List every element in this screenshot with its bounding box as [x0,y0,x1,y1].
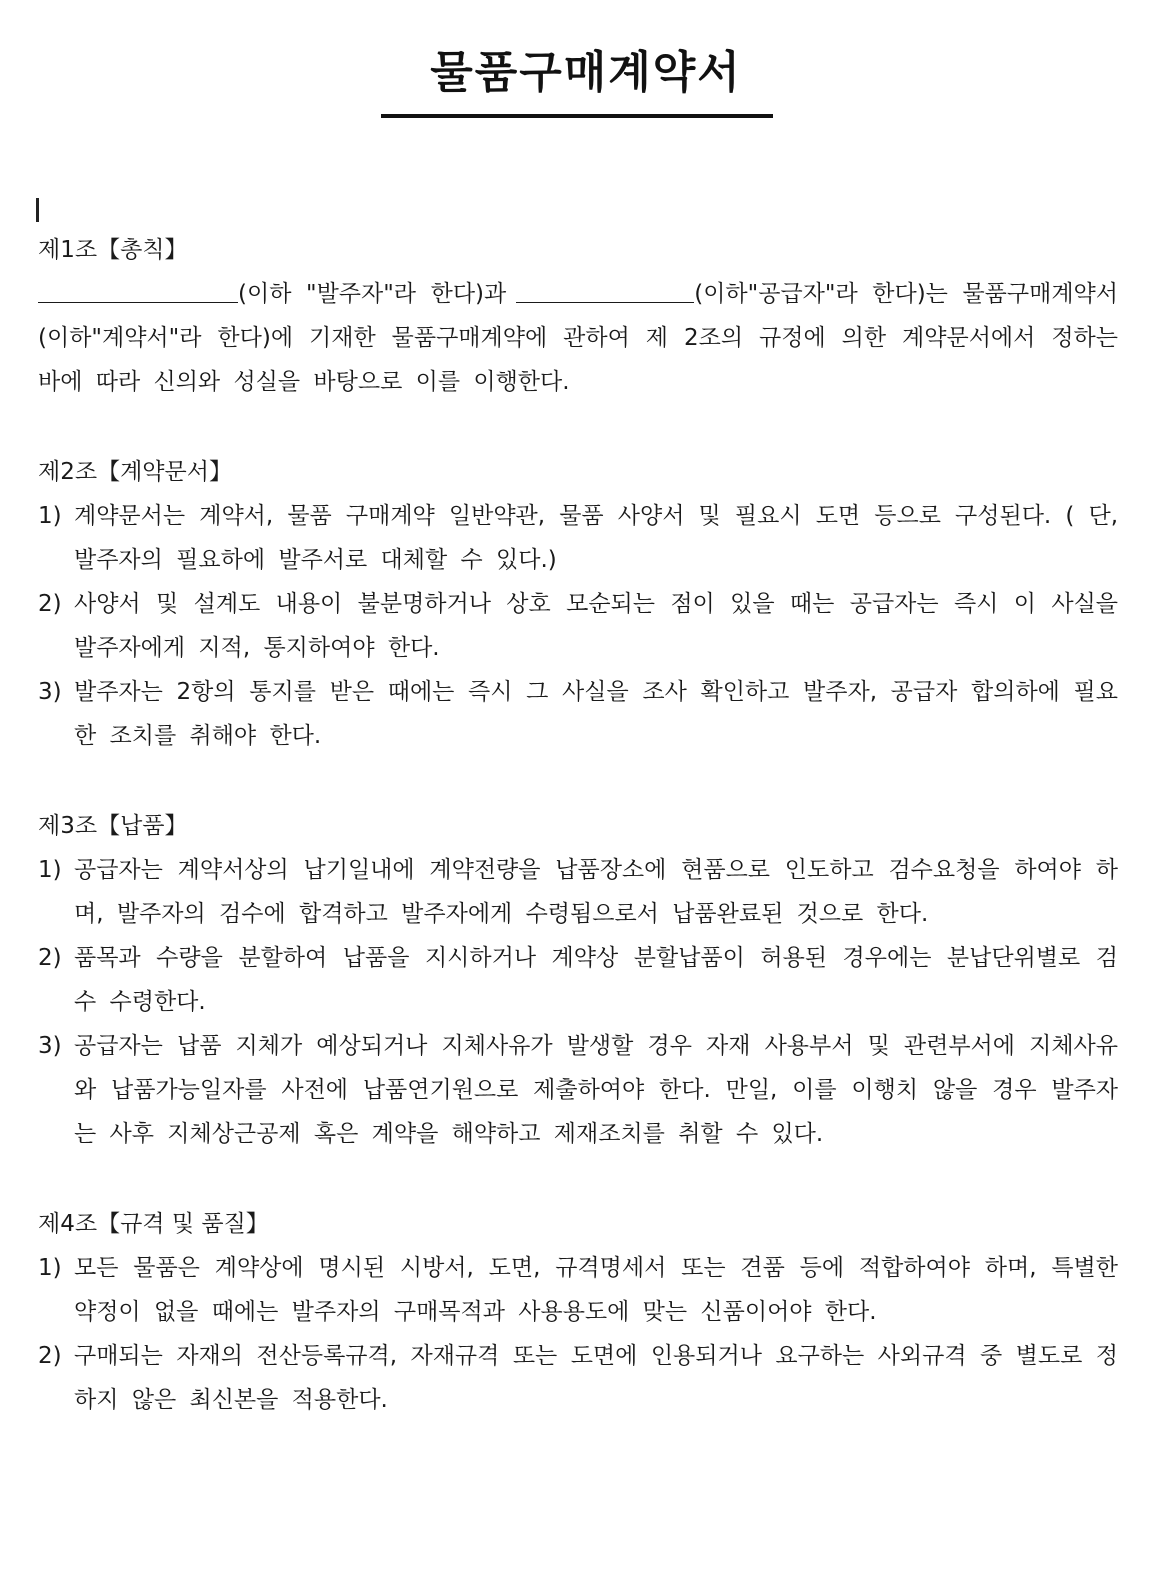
article-heading: 제3조【납품】 [38,813,188,839]
article-heading: 제2조【계약문서】 [38,459,232,485]
item-text: 품목과 수량을 분할하여 납품을 지시하거나 계약상 분할납품이 허용된 경우에는 분납단위별로 검수 수령한다. [74,945,1118,1015]
supplier-name-blank[interactable] [516,276,694,303]
item-number: 1) [38,1255,62,1281]
article-heading: 제4조【규격 및 품질】 [38,1211,269,1237]
item-number: 3) [38,679,62,705]
item-text: 계약문서는 계약서, 물품 구매계약 일반약관, 물품 사양서 및 필요시 도면 등으로 구성된다. ( 단, 발주자의 필요하에 발주서로 대체할 수 있다.) [74,503,1118,573]
list-item [38,1246,1118,1334]
item-text: 공급자는 계약서상의 납기일내에 계약전량을 납품장소에 현품으로 인도하고 검수요청을 하여야 하며, 발주자의 검수에 합격하고 발주자에게 수령됨으로서 납품완료된 것으로 한다. [74,857,1118,927]
document-title: 물품구매계약서 [430,47,742,98]
list-item [38,670,1118,758]
list-item [38,494,1118,582]
item-number: 3) [38,1033,62,1059]
list-item [38,1334,1118,1422]
title-underline [381,114,773,118]
article-3 [38,804,1118,1156]
item-number: 2) [38,1343,62,1369]
item-text: 사양서 및 설계도 내용이 불분명하거나 상호 모순되는 점이 있을 때는 공급자는 즉시 이 사실을 발주자에게 지적, 통지하여야 한다. [74,591,1118,661]
article-2 [38,450,1118,758]
list-item [38,848,1118,936]
list-item [38,1024,1118,1156]
document-body [38,228,1118,1422]
item-text: 모든 물품은 계약상에 명시된 시방서, 도면, 규격명세서 또는 견품 등에 적합하여야 하며, 특별한 약정이 없을 때에는 발주자의 구매목적과 사용용도에 맞는 신품이어야 한다. [74,1255,1118,1325]
item-text: 발주자는 2항의 통지를 받은 때에는 즉시 그 사실을 조사 확인하고 발주자, 공급자 합의하에 필요한 조치를 취해야 한다. [74,679,1118,749]
text-cursor [36,198,39,222]
client-name-blank[interactable] [38,276,238,303]
paragraph-segment: (이하 "발주자"라 한다)과 [238,281,507,307]
item-text: 공급자는 납품 지체가 예상되거나 지체사유가 발생할 경우 자재 사용부서 및 관련부서에 지체사유와 납품가능일자를 사전에 납품연기원으로 제출하여야 한다. 만일, 이를 이행치 않을 경우 발주자는 사후 지체상근공제 혹은 계약을 해약하고 제재조치를 취할 수 있다. [74,1033,1118,1147]
article-heading: 제1조【총칙】 [38,237,188,263]
article-4 [38,1202,1118,1422]
list-item [38,582,1118,670]
list-item [38,936,1118,1024]
item-number: 1) [38,857,62,883]
article-1-paragraph [38,272,1118,404]
article-1 [38,228,1118,404]
item-number: 1) [38,503,62,529]
item-text: 구매되는 자재의 전산등록규격, 자재규격 또는 도면에 인용되거나 요구하는 사외규격 중 별도로 정하지 않은 최신본을 적용한다. [74,1343,1118,1413]
item-number: 2) [38,591,62,617]
item-number: 2) [38,945,62,971]
paragraph-segment: (이하"공급자"라 한다)는 물품구매계약서(이하"계약서"라 한다)에 기재한 물품구매계약에 관하여 제 2조의 규정에 의한 계약문서에서 정하는 바에 따라 신의와 성실을 바탕으로 이를 이행한다. [38,281,1118,395]
